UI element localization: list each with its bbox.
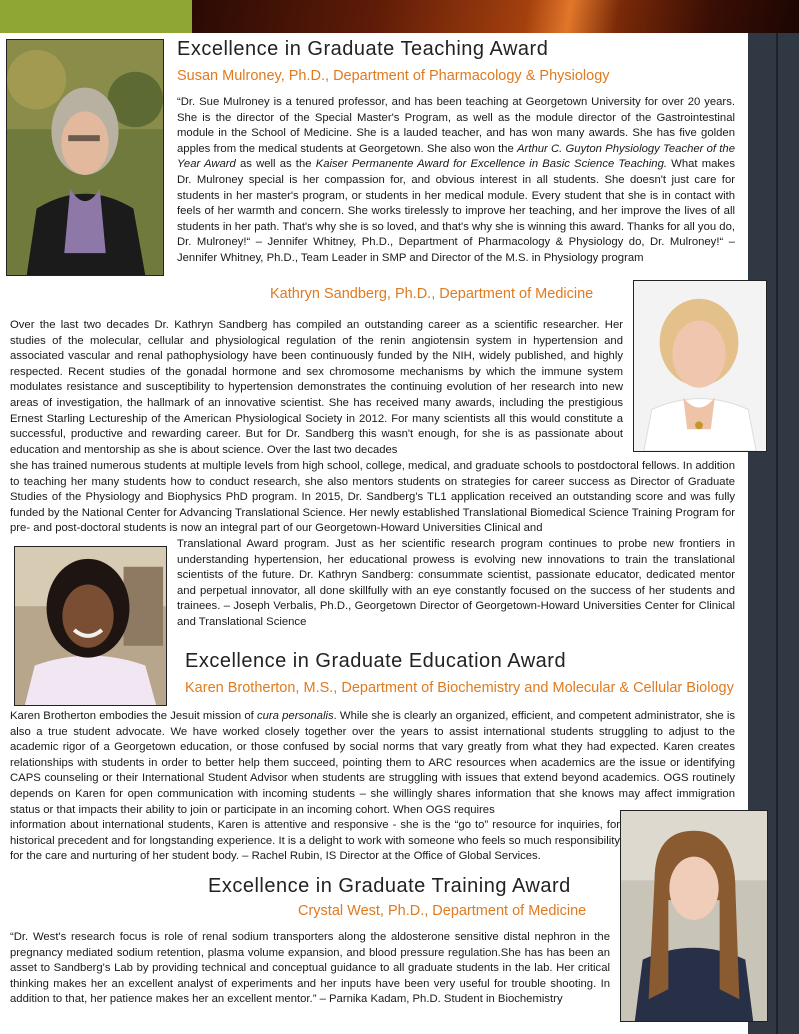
nomination-text-sandberg-part2: she has trained numerous students at multiple levels from high school, college, medical, and graduate schools to postdoctoral fellows. In addition to teaching her many students how to conduct research, she also mentors students on strategies for career success as Director of Graduate Studies of the Physiology and Biophysics PhD program. In 2015, Dr. Sandberg's TL1 application received an outstanding score and was fully funded by the National Center for Advancing Translational Science. Her newly established Translational Biomedical Science Training Program for pre- and post-doctoral students is now an integral part of our Georgetown-Howard Universities Clinical and — [10, 460, 735, 535]
nomination-text-mulroney: “Dr. Sue Mulroney is a tenured professor, and has been teaching at Georgetown University for over 20 years. She is the director of the Special Master's Program, as well as the module director of the Gastrointestinal module in the School of Medicine. She is a lauded teacher, and has won many awards. She has five golden apples from the medical students at Georgetown. She also won the Arthur C. Guyton Physiology Teacher of the Year Award as well as the Kaiser Permanente Award for Excellence in Basic Science Teaching. What makes Dr. Mulroney special is her compassion for, and obvious interest in all students. She doesn't just care for students in her master's program, or students in her medical module. Every student that she is in contact with feels of her warmth and concern. She works tirelessly to improve her teaching, and her improve the lives of all students in her path. That's why she is so loved, and that's why she is winning this award. Thanks for all you do, Dr. Mulroney!“ – Jennifer Whitney, Ph.D., Department of Pharmacology & Physiology do, Dr. Mulroney!“ – Jennifer Whitney, Ph.D., Team Leader in SMP and Director of the M.S. in Physiology program — [177, 96, 735, 264]
header-decorative-band — [192, 0, 799, 33]
photo-crystal-west — [620, 810, 768, 1022]
nomination-text-sandberg-part1: Over the last two decades Dr. Kathryn Sandberg has compiled an outstanding career as a scientific researcher. Her studies of the molecular, cellular and physiological regulation of the renin angiotensin system in hypertension and associated vascular and renal pathophysiology have been continuously funded by the NIH, widely published, and highly respected. Recent studies of the gonadal hormone and sex chromosome mechanisms by which the immune system modulates resistance and susceptibility to hypertension demonstrates the continuing evolution of her research into new areas of investigation, the hallmark of an innovative scientist. She has received many awards, including the prestigious Ernest Starling Lectureship of the American Physiological Society in 2012. For many scientists all this would constitute a successful, productive and rewarding career. But for Dr. Sandberg this wasn't enough, for she is as passionate about education and mentorship as she is about science. Over the last two decades — [10, 319, 623, 456]
photo-karen-brotherton — [14, 546, 167, 706]
award-title-teaching: Excellence in Graduate Teaching Award — [177, 38, 549, 60]
right-sidebar-line — [776, 33, 778, 1034]
photo-susan-mulroney — [6, 39, 164, 276]
nominee-name-mulroney: Susan Mulroney, Ph.D., Department of Pharmacology & Physiology — [177, 68, 610, 84]
nominee-name-sandberg: Kathryn Sandberg, Ph.D., Department of Medicine — [270, 286, 594, 302]
nomination-text-brotherton-part1: Karen Brotherton embodies the Jesuit mission of cura personalis. While she is clearly an organized, efficient, and competent administrator, she is also a true student advocate. We have worked closely together over the years to assist international students struggling to adjust to the academic rigor of a Georgetown education, or those confused by social norms that vary greatly from what they had expected. Karen creates relationships with students in order to better help them succeed, pointing them to ARC resources when academics are the issue or identifying CAPS counseling or their International Student Advisor when students are struggling with issues that extend beyond academics. OGS routinely depends on Karen for open communication with incoming students – she willingly shares information that she knows may affect immigration status or that impacts their ability to join or participate in an incoming cohort. When OGS requires — [10, 710, 735, 816]
nomination-text-brotherton-part2: information about international students, Karen is attentive and responsive - she is the “go to” resource for inquiries, for historical precedent and for longstanding experience. It is a delight to work with someone who feels so much responsibility for the care and nurturing of her student body. – Rachel Rubin, IS Director at the Office of Global Services. — [10, 819, 620, 863]
nomination-text-sandberg-part3: Translational Award program. Just as her scientific research program continues to probe new frontiers in understanding hypertension, her educational prowess is evolving new innovations to train the translational scientists of the future. Dr. Kathryn Sandberg: consummate scientist, passionate educator, dedicated mentor and perpetual innovator, all done skillfully with an eye constantly focused on the success of her students and trainees. – Joseph Verbalis, Ph.D., Georgetown Director of Georgetown-Howard Universities Center for Clinical and Translational Science — [177, 538, 735, 628]
award-title-education: Excellence in Graduate Education Award — [185, 650, 567, 672]
photo-kathryn-sandberg — [633, 280, 767, 452]
nomination-text-west: “Dr. West's research focus is role of renal sodium transporters along the aldosterone sensitive distal nephron in the pregnancy mediated sodium retention, plasma volume expansion, and blood pressure regulation.She has has been an asset to Sandberg's Lab by providing technical and conceptual guidance to all graduate students in the lab. Her critical thinking makes her an excellent analyst of experiments and her inputs have been very useful for trouble shooting. In addition to that, her patience makes her an excellent mentor.” – Parnika Kadam, Ph.D. Student in Biochemistry — [10, 931, 610, 1006]
nominee-name-brotherton: Karen Brotherton, M.S., Department of Biochemistry and Molecular & Cellular Biology — [185, 680, 734, 696]
award-title-training: Excellence in Graduate Training Award — [208, 875, 571, 897]
nominee-name-west: Crystal West, Ph.D., Department of Medicine — [298, 903, 587, 919]
header-green-band — [0, 0, 192, 33]
